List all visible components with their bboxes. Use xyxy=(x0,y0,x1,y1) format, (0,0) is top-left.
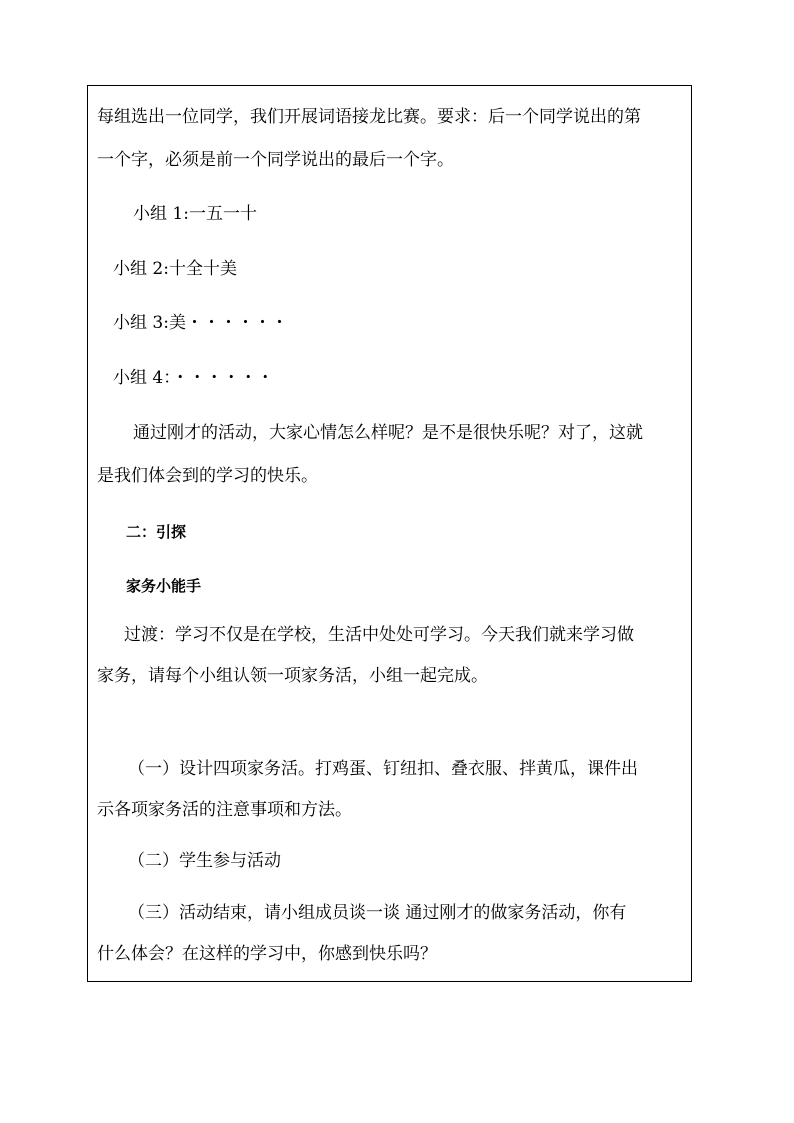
paragraph-line-1: 每组选出一位同学，我们开展词语接龙比赛。要求：后一个同学说出的第 xyxy=(97,107,641,127)
step-1-line-2: 示各项家务活的注意事项和方法。 xyxy=(97,800,352,820)
section-heading: 二：引探 xyxy=(126,523,187,541)
paragraph-line-8: 是我们体会到的学习的快乐。 xyxy=(97,466,318,486)
step-3-line-1: （三）活动结束，请小组成员谈一谈 通过刚才的做家务活动，你有 xyxy=(128,903,627,923)
group-1-line: 小组 1:一五一十 xyxy=(133,204,257,224)
step-1-line-1: （一）设计四项家务活。打鸡蛋、钉纽扣、叠衣服、拌黄瓜，课件出 xyxy=(128,759,638,779)
group-4-line: 小组 4：・・・・・・ xyxy=(113,368,274,388)
step-2-line: （二）学生参与活动 xyxy=(128,851,281,871)
paragraph-line-2: 一个字，必须是前一个同学说出的最后一个字。 xyxy=(97,150,454,170)
subsection-heading: 家务小能手 xyxy=(126,577,202,595)
group-2-line: 小组 2:十全十美 xyxy=(113,259,237,279)
step-3-line-2: 什么体会？在这样的学习中，你感到快乐吗？ xyxy=(97,944,437,964)
paragraph-line-11: 过渡：学习不仅是在学校，生活中处处可学习。今天我们就来学习做 xyxy=(124,625,634,645)
paragraph-line-12: 家务，请每个小组认领一项家务活，小组一起完成。 xyxy=(97,666,488,686)
paragraph-line-7: 通过刚才的活动，大家心情怎么样呢？是不是很快乐呢？对了，这就 xyxy=(133,423,643,443)
group-3-line: 小组 3:美・・・・・・ xyxy=(113,313,288,333)
